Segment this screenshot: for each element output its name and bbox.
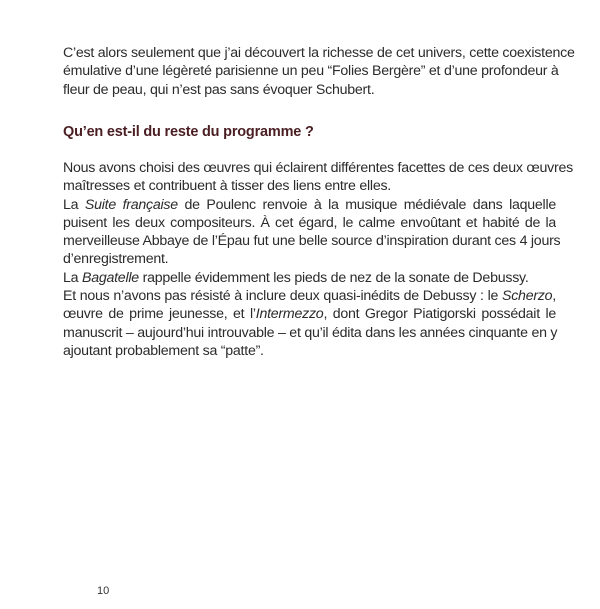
text-run: de Poulenc renvoie à la musique médiévale dans laquelle xyxy=(177,196,556,213)
intro-paragraph xyxy=(63,44,575,99)
text-line xyxy=(63,287,556,305)
text-line: puisent les deux compositeurs. À cet égard, le calme envoûtant et habité de la xyxy=(63,214,556,231)
text-line: manuscrit – aujourd’hui introuvable – et qu’il édita dans les années cinquante en y xyxy=(63,324,558,341)
text-run: , dont Gregor Piatigorski possédait le xyxy=(323,306,556,323)
text-line xyxy=(63,305,556,323)
text-run: , xyxy=(552,288,556,305)
text-line: ajoutant probablement sa “patte”. xyxy=(63,342,264,359)
work-title-scherzo: Scherzo xyxy=(502,288,553,305)
section-body xyxy=(63,159,573,360)
text-line: émulative d’une légèreté parisienne un peu “Folies Bergère” et d’une profondeur à xyxy=(63,63,559,80)
text-line: d’enregistrement. xyxy=(63,251,169,268)
text-run: rappelle évidemment les pieds de nez de la sonate de Debussy. xyxy=(138,269,529,286)
text-line: fleur de peau, qui n’est pas sans évoquer Schubert. xyxy=(63,81,375,98)
text-line xyxy=(63,196,556,214)
text-line: maîtresses et contribuent à tisser des liens entre elles. xyxy=(63,178,391,195)
text-line: merveilleuse Abbaye de l’Épau fut une belle source d’inspiration durant ces 4 jours xyxy=(63,233,561,250)
page-number: 10 xyxy=(97,585,110,597)
text-line xyxy=(63,269,556,287)
text-run: La xyxy=(63,196,85,213)
section-heading: Qu’en est-il du reste du programme ? xyxy=(63,124,314,140)
work-title-suite-francaise: Suite française xyxy=(84,196,178,213)
text-run: La xyxy=(63,269,82,286)
text-run: Et nous n’avons pas résisté à inclure deux quasi-inédits de Debussy : le xyxy=(63,288,502,305)
text-run: œuvre de prime jeunesse, et l’ xyxy=(63,306,256,323)
work-title-bagatelle: Bagatelle xyxy=(81,269,139,286)
text-line: Nous avons choisi des œuvres qui éclairent différentes facettes de ces deux œuvres xyxy=(63,160,573,176)
text-line: C’est alors seulement que j’ai découvert la richesse de cet univers, cette coexistence xyxy=(63,45,575,61)
work-title-intermezzo: Intermezzo xyxy=(255,306,324,323)
